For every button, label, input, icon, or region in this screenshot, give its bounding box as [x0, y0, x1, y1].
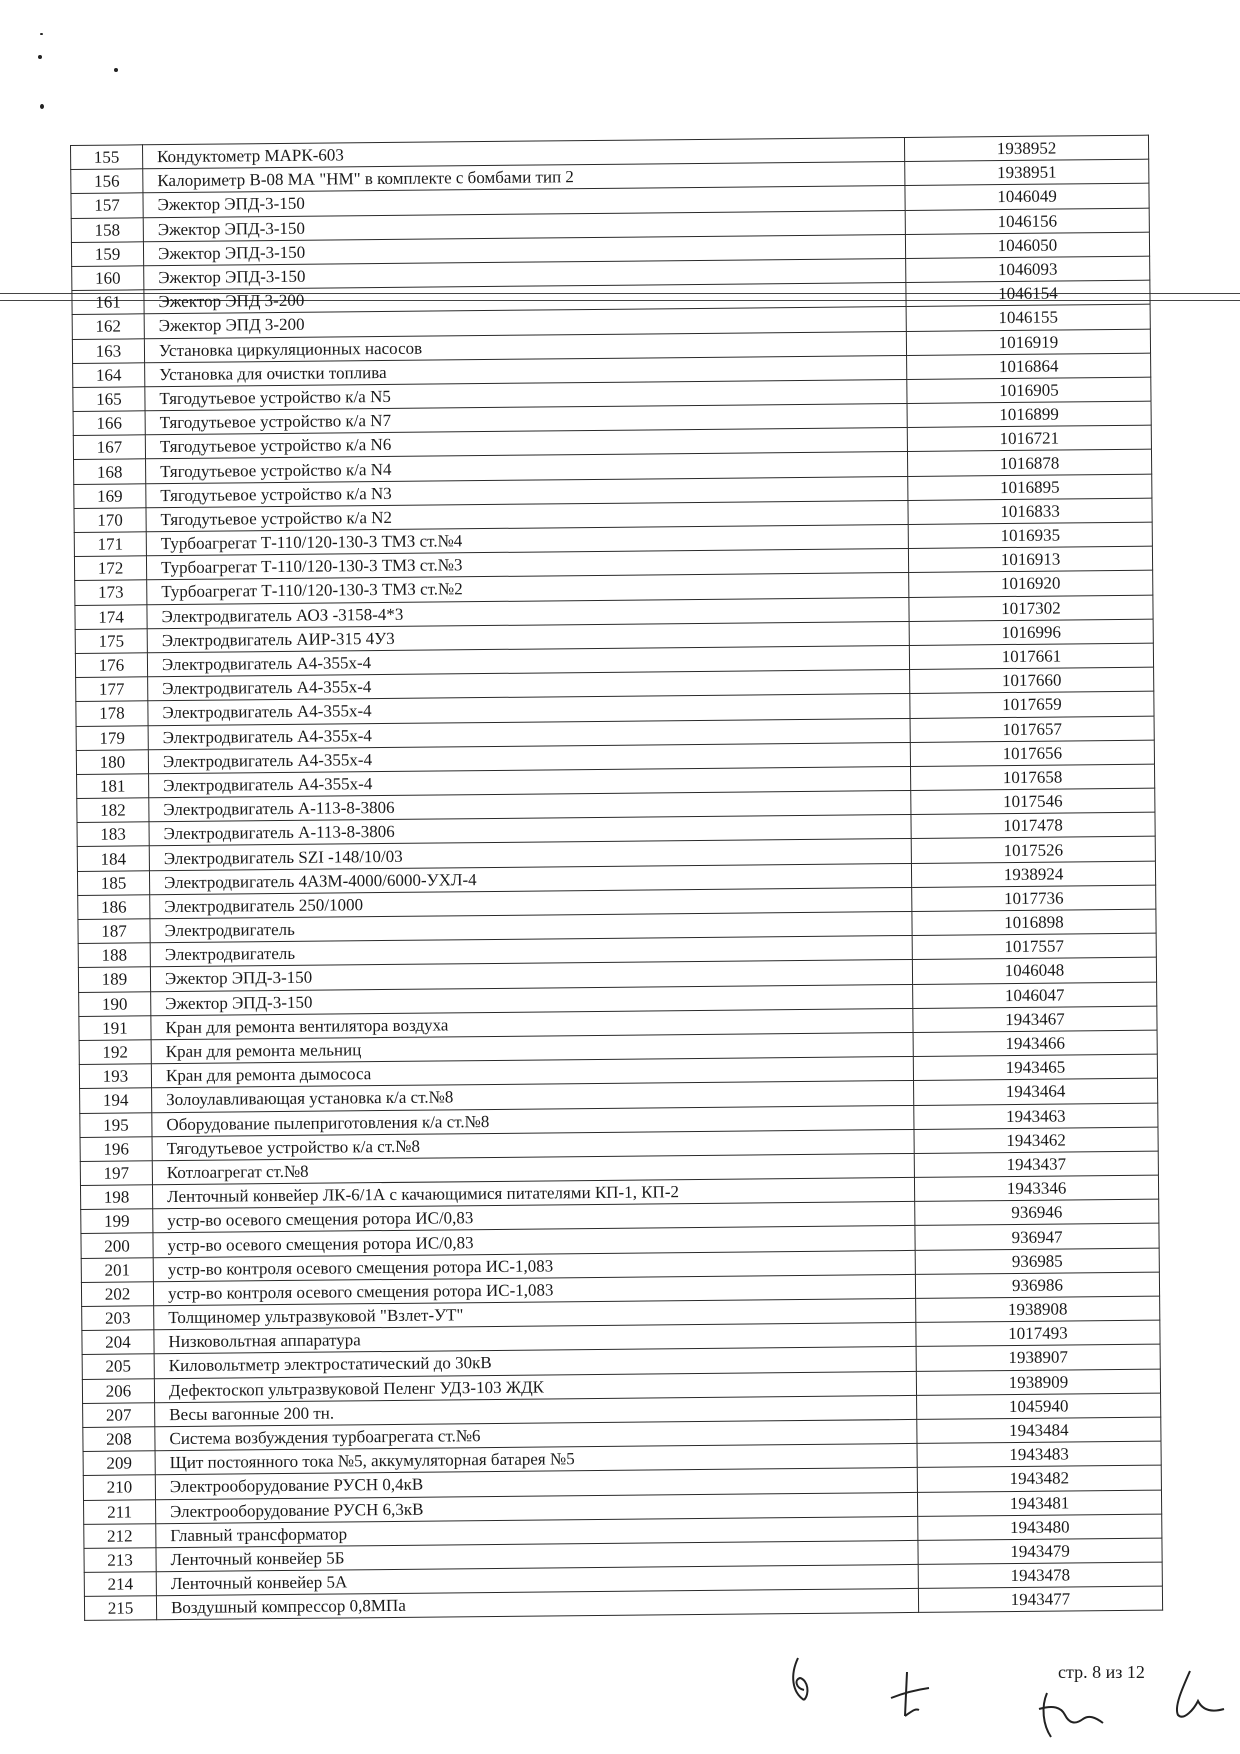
inventory-code-cell: 1943437	[914, 1151, 1158, 1178]
signature-mark	[780, 1650, 830, 1710]
inventory-code-cell: 1016895	[908, 474, 1152, 501]
row-number-cell: 173	[75, 580, 147, 605]
equipment-name-cell: устр-во осевого смещения ротора ИС/0,83	[153, 1226, 915, 1258]
equipment-name-cell: Толщиномер ультразвуковой "Взлет-УТ"	[154, 1298, 916, 1330]
inventory-code-cell: 1046049	[905, 184, 1149, 211]
row-number-cell: 167	[73, 435, 145, 460]
scan-speck	[40, 33, 43, 35]
equipment-name-cell: Эжектор ЭПД-3-150	[150, 960, 912, 992]
row-number-cell: 155	[71, 145, 143, 170]
row-number-cell: 168	[74, 459, 146, 484]
inventory-code-cell: 1017736	[912, 885, 1156, 912]
row-number-cell: 188	[78, 943, 150, 968]
inventory-code-cell: 1016996	[909, 619, 1153, 646]
row-number-cell: 186	[78, 895, 150, 920]
equipment-name-cell: Система возбуждения турбоагрегата ст.№6	[155, 1419, 917, 1451]
equipment-name-cell: устр-во контроля осевого смещения ротора ИС-1,083	[153, 1274, 915, 1306]
inventory-code-cell: 1943480	[918, 1514, 1162, 1541]
equipment-name-cell: Электродвигатель А4-355х-4	[148, 742, 910, 774]
inventory-code-cell: 1016899	[907, 401, 1151, 428]
inventory-code-cell: 1016905	[907, 377, 1151, 404]
equipment-name-cell: Кондуктометр МАРК-603	[143, 137, 905, 169]
row-number-cell: 179	[76, 725, 148, 750]
inventory-code-cell: 1938907	[916, 1344, 1160, 1371]
inventory-code-cell: 1016878	[907, 450, 1151, 477]
equipment-name-cell: Электродвигатель А-113-8-3806	[149, 791, 911, 823]
row-number-cell: 175	[75, 629, 147, 654]
equipment-name-cell: Электродвигатель А4-355х-4	[148, 670, 910, 702]
equipment-name-cell: Электродвигатель А4-355х-4	[149, 766, 911, 798]
equipment-name-cell: Электродвигатель 250/1000	[150, 887, 912, 919]
row-number-cell: 201	[81, 1257, 153, 1282]
row-number-cell: 165	[73, 387, 145, 412]
equipment-name-cell: Щит постоянного тока №5, аккумуляторная батарея №5	[155, 1444, 917, 1476]
inventory-code-cell: 1943466	[913, 1030, 1157, 1057]
equipment-name-cell: Эжектор ЭПД-3-150	[144, 258, 906, 290]
row-number-cell: 184	[77, 846, 149, 871]
inventory-code-cell: 1046156	[905, 208, 1149, 235]
row-number-cell: 206	[82, 1378, 154, 1403]
inventory-code-cell: 1943478	[918, 1562, 1162, 1589]
row-number-cell: 190	[79, 991, 151, 1016]
equipment-name-cell: Эжектор ЭПД-3-150	[143, 186, 905, 218]
row-number-cell: 197	[80, 1161, 152, 1186]
row-number-cell: 194	[80, 1088, 152, 1113]
inventory-code-cell: 1943464	[914, 1078, 1158, 1105]
signature-mark	[1160, 1665, 1230, 1725]
inventory-code-cell: 1046093	[906, 256, 1150, 283]
equipment-name-cell: Электродвигатель А4-355х-4	[148, 718, 910, 750]
row-number-cell: 198	[80, 1185, 152, 1210]
row-number-cell: 163	[72, 338, 144, 363]
scan-speck	[40, 104, 44, 109]
equipment-name-cell: Ленточный конвейер 5А	[156, 1564, 918, 1596]
row-number-cell: 213	[84, 1548, 156, 1573]
inventory-code-cell: 1046154	[906, 280, 1150, 307]
row-number-cell: 178	[76, 701, 148, 726]
row-number-cell: 214	[84, 1572, 156, 1597]
inventory-code-cell: 1943477	[918, 1586, 1162, 1613]
inventory-code-cell: 1943346	[914, 1175, 1158, 1202]
inventory-table-wrapper	[70, 135, 1162, 1622]
inventory-code-cell: 1017657	[910, 716, 1154, 743]
inventory-code-cell: 1016833	[908, 498, 1152, 525]
row-number-cell: 181	[77, 774, 149, 799]
inventory-code-cell: 1017478	[911, 812, 1155, 839]
inventory-code-cell: 1016919	[906, 329, 1150, 356]
row-number-cell: 196	[80, 1136, 152, 1161]
row-number-cell: 212	[84, 1523, 156, 1548]
equipment-name-cell: Золоулавливающая установка к/а ст.№8	[152, 1081, 914, 1113]
equipment-name-cell: Воздушный компрессор 0,8МПа	[156, 1589, 918, 1621]
equipment-name-cell: Электродвигатель	[150, 911, 912, 943]
equipment-name-cell: устр-во осевого смещения ротора ИС/0,83	[153, 1202, 915, 1234]
row-number-cell: 208	[83, 1427, 155, 1452]
inventory-code-cell: 1017656	[910, 740, 1154, 767]
equipment-name-cell: устр-во контроля осевого смещения ротора ИС-1,083	[153, 1250, 915, 1282]
inventory-code-cell: 1938908	[916, 1296, 1160, 1323]
scan-speck	[38, 55, 42, 59]
equipment-name-cell: Электродвигатель А4-355х-4	[147, 645, 909, 677]
equipment-name-cell: Эжектор ЭПД-3-150	[143, 210, 905, 242]
inventory-code-cell: 1016864	[907, 353, 1151, 380]
row-number-cell: 166	[73, 411, 145, 436]
equipment-name-cell: Главный трансформатор	[156, 1516, 918, 1548]
inventory-code-cell: 1943482	[917, 1465, 1161, 1492]
inventory-code-cell: 1017302	[909, 595, 1153, 622]
inventory-code-cell: 1017526	[911, 837, 1155, 864]
equipment-name-cell: Ленточный конвейер ЛК-6/1А с качающимися питателями КП-1, КП-2	[152, 1178, 914, 1210]
inventory-code-cell: 1016913	[908, 546, 1152, 573]
row-number-cell: 169	[74, 483, 146, 508]
row-number-cell: 183	[77, 822, 149, 847]
row-number-cell: 207	[83, 1402, 155, 1427]
row-number-cell: 209	[83, 1451, 155, 1476]
equipment-name-cell: Турбоагрегат Т-110/120-130-3 ТМЗ ст.№2	[147, 573, 909, 605]
row-number-cell: 159	[71, 242, 143, 267]
equipment-name-cell: Эжектор ЭПД 3-200	[144, 283, 906, 315]
inventory-code-cell: 1046048	[912, 957, 1156, 984]
inventory-code-cell: 1046155	[906, 304, 1150, 331]
row-number-cell: 180	[76, 749, 148, 774]
inventory-code-cell: 1016721	[907, 425, 1151, 452]
inventory-code-cell: 1938924	[911, 861, 1155, 888]
equipment-name-cell: Электрооборудование РУСН 6,3кВ	[156, 1492, 918, 1524]
equipment-name-cell: Электродвигатель 4АЗМ-4000/6000-УХЛ-4	[149, 863, 911, 895]
row-number-cell: 199	[81, 1209, 153, 1234]
equipment-name-cell: Кран для ремонта дымососа	[151, 1057, 913, 1089]
equipment-name-cell: Электродвигатель SZI -148/10/03	[149, 839, 911, 871]
inventory-code-cell: 1938909	[916, 1369, 1160, 1396]
inventory-code-cell: 1016898	[912, 909, 1156, 936]
row-number-cell: 176	[75, 653, 147, 678]
row-number-cell: 162	[72, 314, 144, 339]
inventory-code-cell: 1943463	[914, 1103, 1158, 1130]
equipment-name-cell: Электрооборудование РУСН 0,4кВ	[155, 1468, 917, 1500]
equipment-name-cell: Электродвигатель	[150, 936, 912, 968]
equipment-name-cell: Тягодутьевое устройство к/а N6	[145, 428, 907, 460]
inventory-code-cell: 1046050	[905, 232, 1149, 259]
row-number-cell: 177	[76, 677, 148, 702]
row-number-cell: 195	[80, 1112, 152, 1137]
row-number-cell: 182	[77, 798, 149, 823]
row-number-cell: 211	[84, 1499, 156, 1524]
equipment-name-cell: Низковольтная аппаратура	[154, 1323, 916, 1355]
inventory-code-cell: 1017546	[911, 788, 1155, 815]
signature-mark	[1035, 1685, 1115, 1745]
equipment-name-cell: Киловольтметр электростатический до 30кВ	[154, 1347, 916, 1379]
inventory-code-cell: 1017493	[916, 1320, 1160, 1347]
inventory-code-cell: 936985	[915, 1248, 1159, 1275]
inventory-code-cell: 1017660	[910, 667, 1154, 694]
row-number-cell: 202	[81, 1282, 153, 1307]
row-number-cell: 164	[73, 362, 145, 387]
equipment-name-cell: Ленточный конвейер 5Б	[156, 1540, 918, 1572]
equipment-name-cell: Тягодутьевое устройство к/а N3	[146, 476, 908, 508]
equipment-name-cell: Калориметр В-08 МА "НМ" в комплекте с бомбами тип 2	[143, 162, 905, 194]
inventory-code-cell: 1938952	[904, 135, 1148, 162]
equipment-name-cell: Тягодутьевое устройство к/а N2	[146, 500, 908, 532]
row-number-cell: 160	[72, 266, 144, 291]
row-number-cell: 161	[72, 290, 144, 315]
equipment-name-cell: Электродвигатель А4-355х-4	[148, 694, 910, 726]
row-number-cell: 192	[79, 1040, 151, 1065]
equipment-name-cell: Оборудование пылеприготовления к/а ст.№8	[152, 1105, 914, 1137]
inventory-table-body	[71, 135, 1163, 1621]
row-number-cell: 171	[74, 532, 146, 557]
equipment-name-cell: Кран для ремонта мельниц	[151, 1032, 913, 1064]
equipment-name-cell: Электродвигатель А-113-8-3806	[149, 815, 911, 847]
equipment-name-cell: Турбоагрегат Т-110/120-130-3 ТМЗ ст.№4	[146, 524, 908, 556]
row-number-cell: 203	[82, 1306, 154, 1331]
row-number-cell: 187	[78, 919, 150, 944]
inventory-code-cell: 1943483	[917, 1441, 1161, 1468]
inventory-code-cell: 1017557	[912, 933, 1156, 960]
equipment-name-cell: Эжектор ЭПД-3-150	[143, 234, 905, 266]
equipment-name-cell: Тягодутьевое устройство к/а N7	[145, 404, 907, 436]
row-number-cell: 172	[74, 556, 146, 581]
equipment-name-cell: Установка циркуляционных насосов	[144, 331, 906, 363]
row-number-cell: 200	[81, 1233, 153, 1258]
inventory-code-cell: 1045940	[917, 1393, 1161, 1420]
equipment-name-cell: Установка для очистки топлива	[145, 355, 907, 387]
row-number-cell: 189	[78, 967, 150, 992]
scan-speck	[114, 68, 118, 72]
inventory-code-cell: 1046047	[913, 982, 1157, 1009]
inventory-code-cell: 936946	[915, 1199, 1159, 1226]
equipment-name-cell: Тягодутьевое устройство к/а ст.№8	[152, 1129, 914, 1161]
inventory-table	[70, 135, 1163, 1622]
inventory-code-cell: 1943467	[913, 1006, 1157, 1033]
signature-mark	[885, 1668, 935, 1723]
equipment-name-cell: Котлоагрегат ст.№8	[152, 1153, 914, 1185]
equipment-name-cell: Весы вагонные 200 тн.	[155, 1395, 917, 1427]
inventory-code-cell: 1017659	[910, 691, 1154, 718]
inventory-code-cell: 1017661	[909, 643, 1153, 670]
inventory-code-cell: 1943462	[914, 1127, 1158, 1154]
inventory-code-cell: 1943465	[913, 1054, 1157, 1081]
row-number-cell: 158	[71, 217, 143, 242]
equipment-name-cell: Тягодутьевое устройство к/а N4	[146, 452, 908, 484]
inventory-code-cell: 1938951	[905, 159, 1149, 186]
inventory-code-cell: 1943479	[918, 1538, 1162, 1565]
row-number-cell: 185	[77, 870, 149, 895]
row-number-cell: 204	[82, 1330, 154, 1355]
row-number-cell: 174	[75, 604, 147, 629]
row-number-cell: 191	[79, 1016, 151, 1041]
inventory-code-cell: 936986	[915, 1272, 1159, 1299]
equipment-name-cell: Эжектор ЭПД-3-150	[151, 984, 913, 1016]
inventory-code-cell: 1943484	[917, 1417, 1161, 1444]
inventory-code-cell: 1016920	[909, 571, 1153, 598]
equipment-name-cell: Тягодутьевое устройство к/а N5	[145, 379, 907, 411]
row-number-cell: 205	[82, 1354, 154, 1379]
equipment-name-cell: Дефектоскоп ультразвуковой Пеленг УДЗ-103 ЖДК	[154, 1371, 916, 1403]
inventory-code-cell: 1943481	[917, 1490, 1161, 1517]
row-number-cell: 156	[71, 169, 143, 194]
row-number-cell: 157	[71, 193, 143, 218]
equipment-name-cell: Электродвигатель АОЗ -3158-4*3	[147, 597, 909, 629]
row-number-cell: 210	[83, 1475, 155, 1500]
equipment-name-cell: Кран для ремонта вентилятора воздуха	[151, 1008, 913, 1040]
equipment-name-cell: Турбоагрегат Т-110/120-130-3 ТМЗ ст.№3	[146, 549, 908, 581]
inventory-code-cell: 936947	[915, 1224, 1159, 1251]
equipment-name-cell: Эжектор ЭПД 3-200	[144, 307, 906, 339]
inventory-code-cell: 1016935	[908, 522, 1152, 549]
row-number-cell: 170	[74, 508, 146, 533]
row-number-cell: 215	[84, 1596, 156, 1621]
equipment-name-cell: Электродвигатель АИР-315 4У3	[147, 621, 909, 653]
row-number-cell: 193	[79, 1064, 151, 1089]
inventory-code-cell: 1017658	[911, 764, 1155, 791]
page-number: стр. 8 из 12	[1058, 1662, 1145, 1682]
